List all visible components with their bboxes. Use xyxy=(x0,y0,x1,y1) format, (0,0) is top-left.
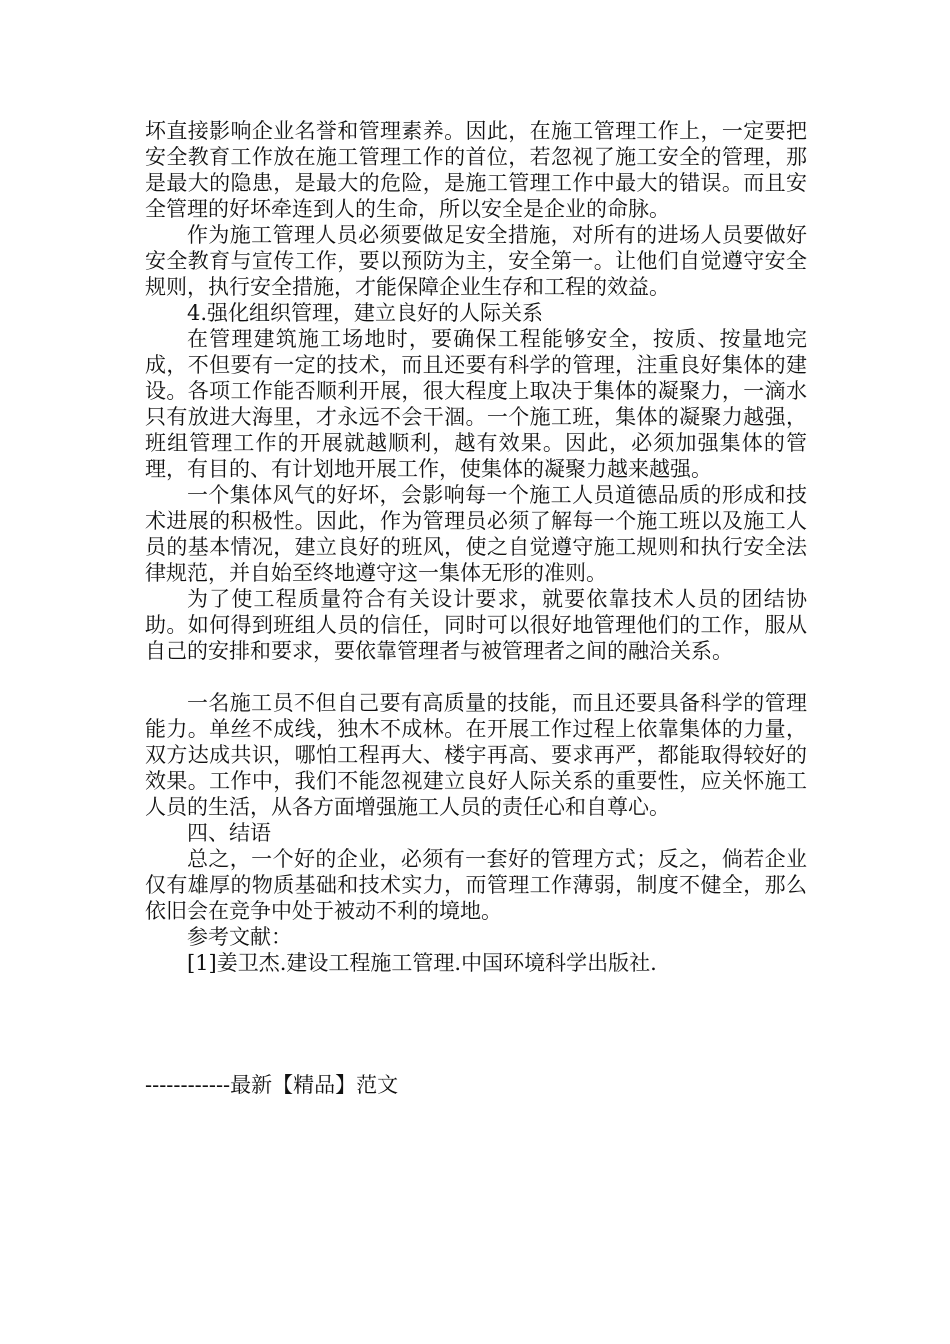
paragraph-constructor-ability: 一名施工员不但自己要有高质量的技能，而且还要具备科学的管理能力。单丝不成线，独木不成林。在开展工作过程上依靠集体的力量，双方达成共识，哪怕工程再大、楼宇再高、要求再严，都能取得较好的效果。工作中，我们不能忽视建立良好人际关系的重要性，应关怀施工人员的生活，从各方面增强施工人员的责任心和自尊心。 xyxy=(145,691,807,819)
document-body xyxy=(145,118,807,976)
section-heading-organization: 4.强化组织管理，建立良好的人际关系 xyxy=(187,301,544,325)
paragraph-spacer xyxy=(145,664,807,690)
paragraph-safety-measures: 作为施工管理人员必须要做足安全措施，对所有的进场人员要做好安全教育与宣传工作，要以预防为主，安全第一。让他们自觉遵守安全规则，执行安全措施，才能保障企业生存和工程的效益。 xyxy=(145,223,807,299)
section-heading-conclusion: 四、结语 xyxy=(187,821,271,845)
paragraph-collective-atmosphere: 一个集体风气的好坏，会影响每一个施工人员道德品质的形成和技术进展的积极性。因此，作为管理员必须了解每一个施工班以及施工人员的基本情况，建立良好的班风，使之自觉遵守施工规则和执行安全法律规范，并自始至终地遵守这一集体无形的准则。 xyxy=(145,483,807,585)
footer-tagline: ------------最新【精品】范文 xyxy=(145,1073,399,1097)
paragraph-team-cooperation: 为了使工程质量符合有关设计要求，就要依靠技术人员的团结协助。如何得到班组人员的信任，同时可以很好地管理他们的工作，服从自己的安排和要求，要依靠管理者与被管理者之间的融洽关系。 xyxy=(145,587,807,663)
paragraph-collective-management: 在管理建筑施工场地时，要确保工程能够安全，按质、按量地完成，不但要有一定的技术，而且还要有科学的管理，注重良好集体的建设。各项工作能否顺利开展，很大程度上取决于集体的凝聚力，一滴水只有放进大海里，才永远不会干涸。一个施工班，集体的凝聚力越强，班组管理工作的开展就越顺利，越有效果。因此，必须加强集体的管理，有目的、有计划地开展工作，使集体的凝聚力越来越强。 xyxy=(145,327,807,481)
reference-item: [1]姜卫杰.建设工程施工管理.中国环境科学出版社. xyxy=(187,951,657,975)
paragraph-conclusion: 总之，一个好的企业，必须有一套好的管理方式；反之，倘若企业仅有雄厚的物质基础和技术实力，而管理工作薄弱，制度不健全，那么依旧会在竞争中处于被动不利的境地。 xyxy=(145,847,807,923)
paragraph-safety-importance: 坏直接影响企业名誉和管理素养。因此，在施工管理工作上，一定要把安全教育工作放在施工管理工作的首位，若忽视了施工安全的管理，那是最大的隐患，是最大的危险，是施工管理工作中最大的错误。而且安全管理的好坏牵连到人的生命，所以安全是企业的命脉。 xyxy=(145,119,807,221)
references-heading: 参考文献： xyxy=(187,925,292,949)
